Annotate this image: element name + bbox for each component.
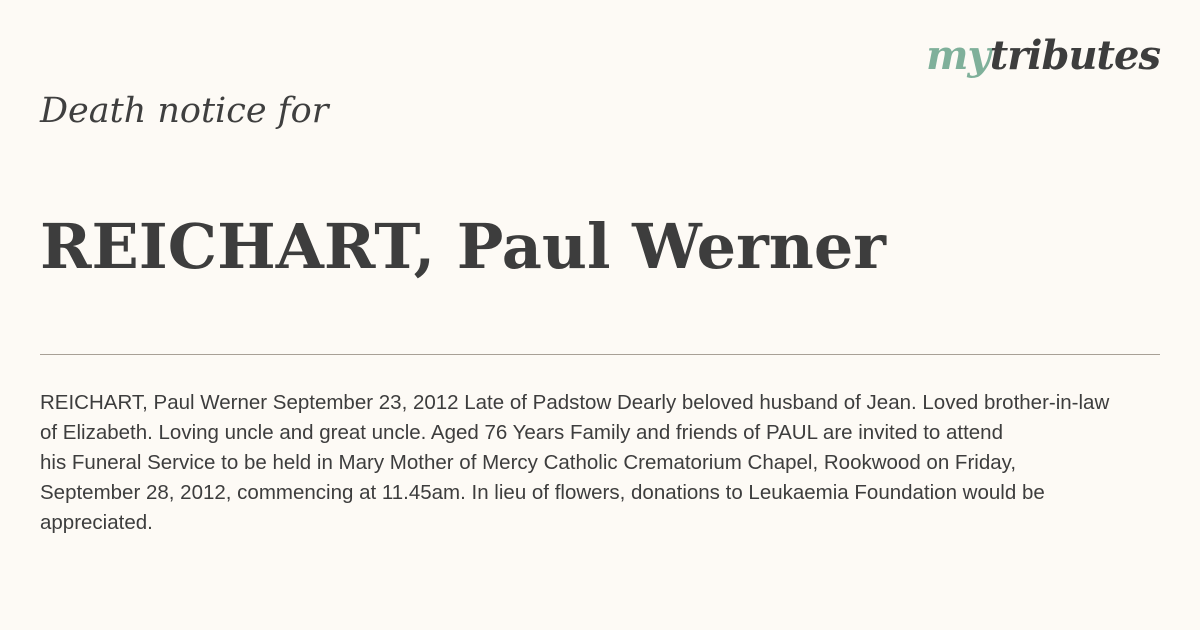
logo-prefix: my (926, 32, 990, 79)
notice-body (40, 388, 1175, 538)
section-divider (40, 354, 1160, 355)
notice-label: Death notice for (40, 91, 329, 131)
notice-body-line: appreciated. (40, 511, 153, 534)
mytributes-logo[interactable] (926, 32, 1160, 79)
logo-suffix: tributes (989, 32, 1160, 79)
notice-body-line: REICHART, Paul Werner September 23, 2012 Late of Padstow Dearly beloved husband of Jean. Loved brother-in-law (40, 391, 1110, 414)
notice-body-line: September 28, 2012, commencing at 11.45am. In lieu of flowers, donations to Leukaemia Foundation would be (40, 481, 1045, 504)
deceased-name: REICHART, Paul Werner (40, 210, 886, 283)
notice-body-line: of Elizabeth. Loving uncle and great uncle. Aged 76 Years Family and friends of PAUL are invited to attend (40, 421, 1003, 444)
notice-body-line: his Funeral Service to be held in Mary Mother of Mercy Catholic Crematorium Chapel, Rookwood on Friday, (40, 451, 1017, 474)
